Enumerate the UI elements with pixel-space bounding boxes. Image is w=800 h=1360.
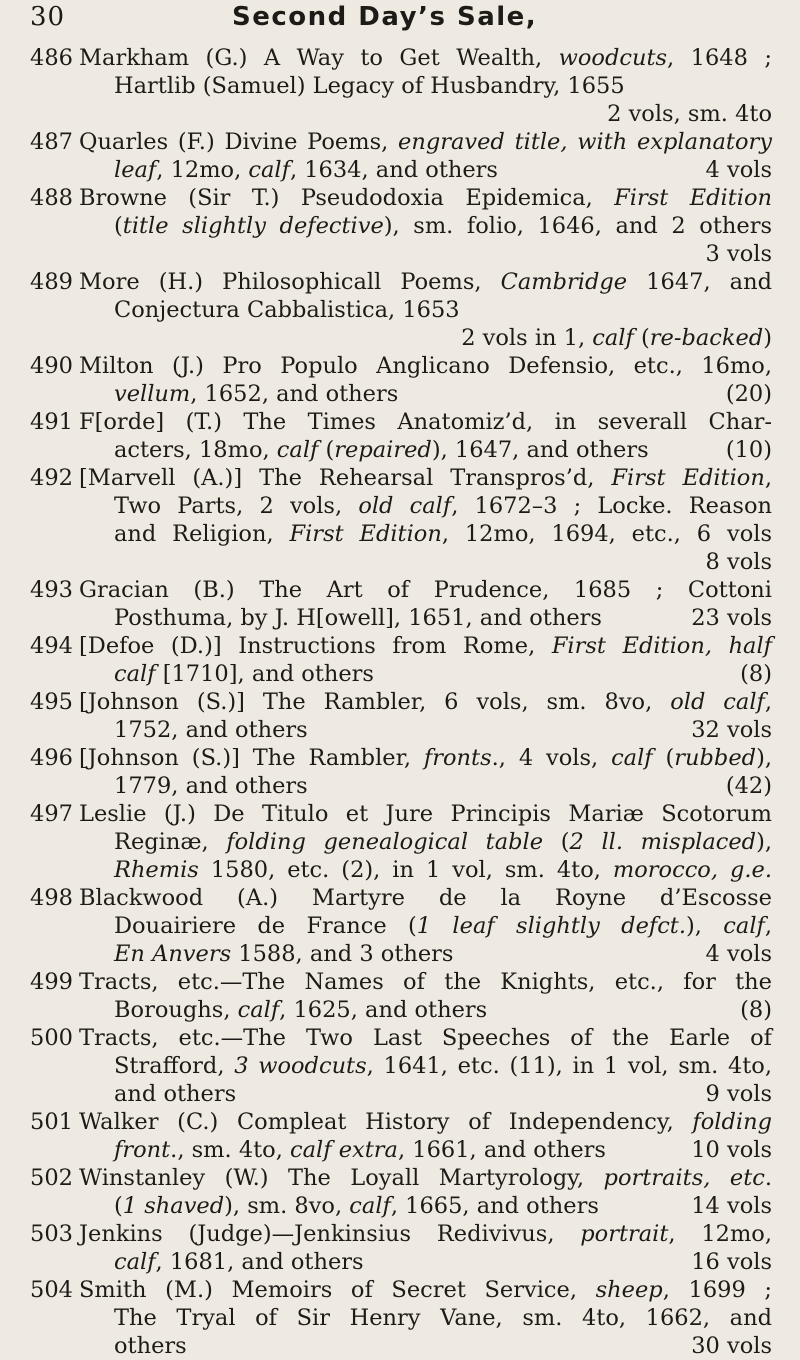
lot-number: 489 xyxy=(30,269,73,295)
lot-line: Winstanley (W.) The Loyall Martyrology, portraits, etc. xyxy=(79,1165,772,1191)
lot-entry xyxy=(0,1220,800,1276)
lot-number: 494 xyxy=(30,633,73,659)
lot-entry xyxy=(0,800,800,884)
lot-line: More (H.) Philosophicall Poems, Cambridge 1647, and xyxy=(79,269,772,295)
lot-entry xyxy=(0,576,800,632)
lot-number: 492 xyxy=(30,465,73,491)
lot-description xyxy=(79,1108,772,1164)
lot-line xyxy=(79,1192,772,1220)
lot-entry xyxy=(0,632,800,688)
lot-line-text: (1 shaved), sm. 8vo, calf, 1665, and others xyxy=(114,1193,599,1219)
lot-line: [Defoe (D.)] Instructions from Rome, First Edition, half xyxy=(79,633,772,659)
lot-line-text: 1752, and others xyxy=(114,717,308,743)
lot-line: Rhemis 1580, etc. (2), in 1 vol, sm. 4to, morocco, g.e. xyxy=(114,857,772,883)
lot-line: Quarles (F.) Divine Poems, engraved title, with explanatory xyxy=(79,129,772,155)
lot-number: 490 xyxy=(30,353,73,379)
lot-quantity: 16 vols xyxy=(691,1249,772,1275)
lot-description xyxy=(79,464,772,576)
lot-line xyxy=(79,380,772,408)
lot-entry xyxy=(0,352,800,408)
lot-line: 2 vols in 1, calf (re-backed) xyxy=(461,325,772,351)
lot-line: Gracian (B.) The Art of Prudence, 1685 ; Cottoni xyxy=(79,577,772,603)
lot-description xyxy=(79,44,772,128)
lot-line-text: Boroughs, calf, 1625, and others xyxy=(114,997,488,1023)
lot-line xyxy=(79,604,772,632)
lot-line xyxy=(79,716,772,744)
lot-number: 501 xyxy=(30,1109,73,1135)
page-header xyxy=(0,2,800,38)
lot-entry xyxy=(0,688,800,744)
lot-number: 486 xyxy=(30,45,73,71)
lot-entry xyxy=(0,1276,800,1360)
lot-quantity: (8) xyxy=(740,661,772,687)
lot-line: Walker (C.) Compleat History of Independency, folding xyxy=(79,1109,772,1135)
lot-quantity: (8) xyxy=(740,997,772,1023)
lot-line xyxy=(79,156,772,184)
lot-quantity: 23 vols xyxy=(691,605,772,631)
lot-entry xyxy=(0,884,800,968)
lot-number: 496 xyxy=(30,745,73,771)
lot-description xyxy=(79,1220,772,1276)
lot-line: Strafford, 3 woodcuts, 1641, etc. (11), in 1 vol, sm. 4to, xyxy=(114,1053,773,1079)
page-number: 30 xyxy=(30,2,66,32)
lot-number: 504 xyxy=(30,1277,73,1303)
lot-line: Reginæ, folding genealogical table (2 ll. misplaced), xyxy=(114,829,772,855)
lot-description xyxy=(79,688,772,744)
lot-line: 2 vols, sm. 4to xyxy=(607,101,772,127)
lot-number: 493 xyxy=(30,577,73,603)
lot-line: Jenkins (Judge)—Jenkinsius Redivivus, portrait, 12mo, xyxy=(79,1221,772,1247)
lot-number: 497 xyxy=(30,801,73,827)
lot-description xyxy=(79,184,772,268)
lot-description xyxy=(79,408,772,464)
lot-line-text: others xyxy=(114,1333,187,1359)
lot-line: Markham (G.) A Way to Get Wealth, woodcuts, 1648 ; xyxy=(79,45,772,71)
lot-description xyxy=(79,744,772,800)
lot-line: Browne (Sir T.) Pseudodoxia Epidemica, First Edition xyxy=(79,185,772,211)
lot-description xyxy=(79,632,772,688)
lot-quantity: 4 vols xyxy=(705,941,772,967)
lot-number: 500 xyxy=(30,1025,73,1051)
lot-line-text: acters, 18mo, calf (repaired), 1647, and others xyxy=(114,437,649,463)
lot-line: Leslie (J.) De Titulo et Jure Principis Mariæ Scotorum xyxy=(79,801,772,827)
lot-line: 8 vols xyxy=(705,549,772,575)
lot-entry xyxy=(0,128,800,184)
lot-line: 3 vols xyxy=(705,241,772,267)
lot-line: Blackwood (A.) Martyre de la Royne d’Escosse xyxy=(79,885,772,911)
lot-number: 499 xyxy=(30,969,73,995)
lot-description xyxy=(79,1024,772,1108)
lot-line: [Johnson (S.)] The Rambler, 6 vols, sm. 8vo, old calf, xyxy=(79,689,772,715)
lot-line xyxy=(79,772,772,800)
lot-line: [Marvell (A.)] The Rehearsal Transpros’d, First Edition, xyxy=(79,465,772,491)
lot-number: 495 xyxy=(30,689,73,715)
lot-quantity: 30 vols xyxy=(691,1333,772,1359)
lot-line: Tracts, etc.—The Two Last Speeches of the Earle of xyxy=(79,1025,772,1051)
lot-entry xyxy=(0,968,800,1024)
lot-line-text: leaf, 12mo, calf, 1634, and others xyxy=(114,157,498,183)
lot-line: Douairiere de France (1 leaf slightly defct.), calf, xyxy=(114,913,772,939)
lot-line: [Johnson (S.)] The Rambler, fronts., 4 vols, calf (rubbed), xyxy=(79,745,772,771)
lot-line xyxy=(79,1332,772,1360)
lot-description xyxy=(79,884,772,968)
lot-quantity: 9 vols xyxy=(705,1081,772,1107)
lot-number: 498 xyxy=(30,885,73,911)
lot-line: Tracts, etc.—The Names of the Knights, etc., for the xyxy=(79,969,772,995)
lot-description xyxy=(79,968,772,1024)
lot-list xyxy=(0,44,800,1360)
lot-line xyxy=(79,940,772,968)
lot-line-text: calf [1710], and others xyxy=(114,661,374,687)
lot-entry xyxy=(0,44,800,128)
lot-quantity: 4 vols xyxy=(705,157,772,183)
lot-description xyxy=(79,128,772,184)
lot-description xyxy=(79,352,772,408)
lot-number: 503 xyxy=(30,1221,73,1247)
lot-quantity: (10) xyxy=(725,437,772,463)
lot-quantity: 10 vols xyxy=(691,1137,772,1163)
lot-entry xyxy=(0,1024,800,1108)
lot-entry xyxy=(0,184,800,268)
lot-description xyxy=(79,800,772,884)
lot-line-text: vellum, 1652, and others xyxy=(114,381,399,407)
lot-entry xyxy=(0,268,800,352)
lot-number: 502 xyxy=(30,1165,73,1191)
lot-line xyxy=(79,1136,772,1164)
lot-line xyxy=(79,436,772,464)
lot-line: Smith (M.) Memoirs of Secret Service, sheep, 1699 ; xyxy=(79,1277,772,1303)
lot-line: Hartlib (Samuel) Legacy of Husbandry, 1655 xyxy=(114,73,625,99)
lot-line-text: and others xyxy=(114,1081,237,1107)
lot-description xyxy=(79,1164,772,1220)
lot-quantity: (20) xyxy=(725,381,772,407)
lot-number: 488 xyxy=(30,185,73,211)
lot-line-text: 1779, and others xyxy=(114,773,308,799)
lot-description xyxy=(79,1276,772,1360)
lot-line-text: En Anvers 1588, and 3 others xyxy=(114,941,454,967)
lot-entry xyxy=(0,408,800,464)
lot-line: The Tryal of Sir Henry Vane, sm. 4to, 1662, and xyxy=(114,1305,772,1331)
lot-line xyxy=(79,1080,772,1108)
lot-description xyxy=(79,576,772,632)
lot-description xyxy=(79,268,772,352)
lot-entry xyxy=(0,1108,800,1164)
lot-line xyxy=(79,1248,772,1276)
lot-line: Two Parts, 2 vols, old calf, 1672–3 ; Locke. Reason xyxy=(114,493,772,519)
lot-line-text: calf, 1681, and others xyxy=(114,1249,364,1275)
lot-number: 491 xyxy=(30,409,73,435)
lot-line-text: front., sm. 4to, calf extra, 1661, and others xyxy=(114,1137,606,1163)
lot-line xyxy=(79,996,772,1024)
lot-line-text: Posthuma, by J. H[owell], 1651, and others xyxy=(114,605,602,631)
lot-quantity: (42) xyxy=(725,773,772,799)
lot-line xyxy=(79,660,772,688)
running-title: Second Day’s Sale, xyxy=(232,2,538,32)
lot-line: Conjectura Cabbalistica, 1653 xyxy=(114,297,460,323)
lot-line: F[orde] (T.) The Times Anatomiz’d, in severall Char- xyxy=(79,409,772,435)
lot-line: Milton (J.) Pro Populo Anglicano Defensio, etc., 16mo, xyxy=(79,353,772,379)
lot-quantity: 32 vols xyxy=(691,717,772,743)
lot-line: and Religion, First Edition, 12mo, 1694, etc., 6 vols xyxy=(114,521,772,547)
lot-line: (title slightly defective), sm. folio, 1646, and 2 others xyxy=(114,213,773,239)
lot-entry xyxy=(0,464,800,576)
lot-entry xyxy=(0,744,800,800)
lot-entry xyxy=(0,1164,800,1220)
lot-quantity: 14 vols xyxy=(691,1193,772,1219)
lot-number: 487 xyxy=(30,129,73,155)
